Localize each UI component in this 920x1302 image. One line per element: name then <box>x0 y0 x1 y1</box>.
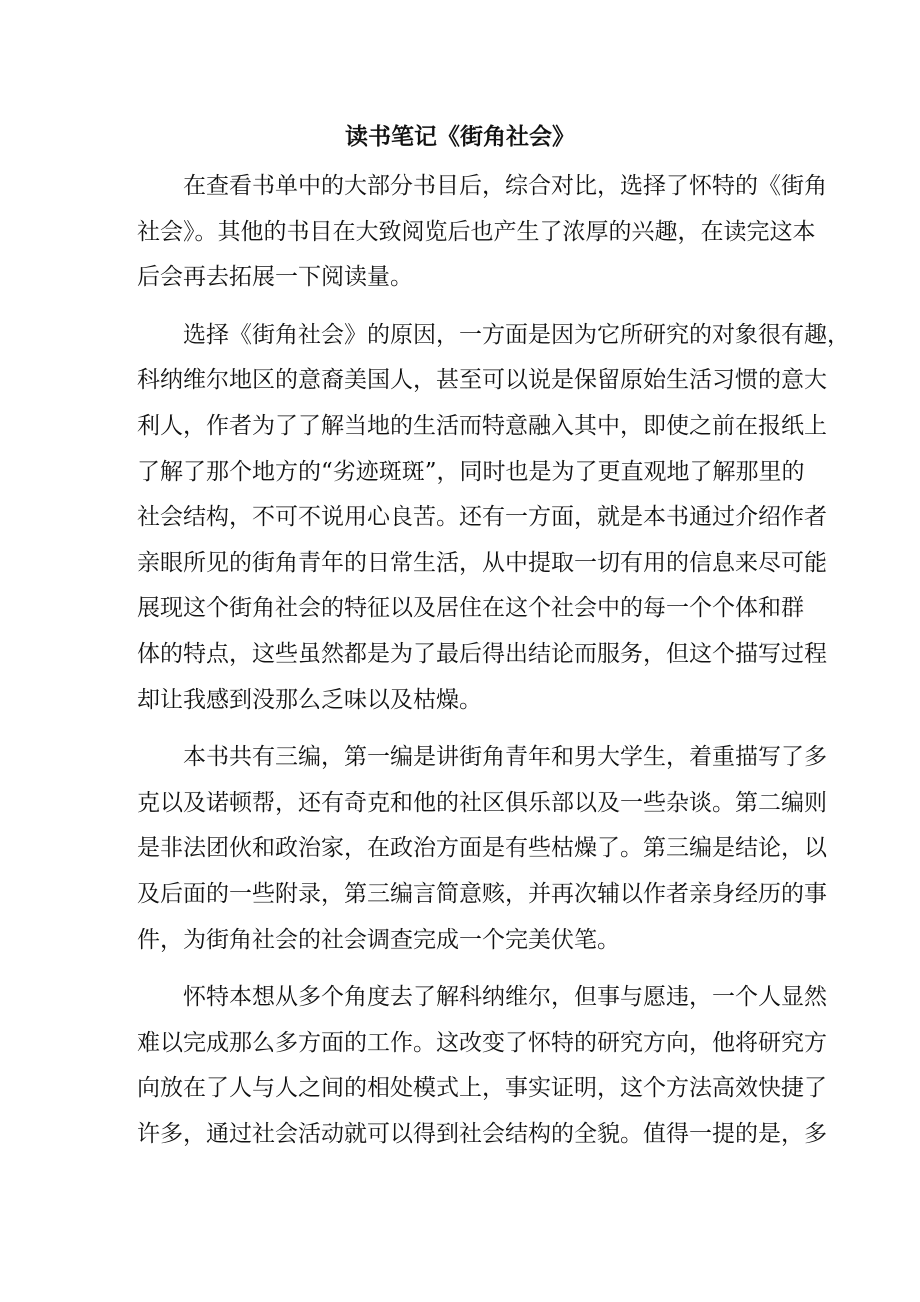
text-line: 了解了那个地方的“劣迹斑斑”，同时也是为了更直观地了解那里的 <box>137 458 805 485</box>
paragraph-spacer <box>137 301 787 313</box>
text-line: 及后面的一些附录，第三编言简意赅，并再次辅以作者亲身经历的事 <box>137 880 827 907</box>
text-line: 却让我感到没那么乏味以及枯燥。 <box>137 686 482 713</box>
text-line: 社会结构，不可不说用心良苦。还有一方面，就是本书通过介绍作者 <box>137 504 827 531</box>
text-line: 克以及诺顿帮，还有奇克和他的社区俱乐部以及一些杂谈。第二编则 <box>137 789 827 816</box>
text-line: 在查看书单中的大部分书目后，综合对比，选择了怀特的《街角 <box>183 173 827 199</box>
text-line: 利人，作者为了了解当地的生活而特意融入其中，即使之前在报纸上 <box>137 412 827 439</box>
text-line: 社会》。其他的书目在大致阅览后也产生了浓厚的兴趣，在读完这本 <box>137 218 816 245</box>
paragraph-spacer <box>137 963 787 975</box>
text-line: 后会再去拓展一下阅读量。 <box>137 264 413 291</box>
paragraph-3 <box>137 735 827 963</box>
paragraph-1 <box>137 164 827 301</box>
document-body <box>137 164 850 1157</box>
text-line: 许多，通过社会活动就可以得到社会结构的全貌。值得一提的是，多 <box>137 1120 827 1147</box>
paragraph-spacer <box>137 723 787 735</box>
paragraph-4 <box>137 975 827 1157</box>
text-line: 是非法团伙和政治家，在政治方面是有些枯燥了。第三编是结论，以 <box>137 835 827 862</box>
document-title: 读书笔记《街角社会》 <box>345 123 575 150</box>
text-line: 亲眼所见的街角青年的日常生活，从中提取一切有用的信息来尽可能 <box>137 549 827 576</box>
text-line: 科纳维尔地区的意裔美国人，甚至可以说是保留原始生活习惯的意大 <box>137 367 827 394</box>
paragraph-2 <box>137 313 850 723</box>
text-line: 怀特本想从多个角度去了解科纳维尔，但事与愿违，一个人显然 <box>183 984 827 1011</box>
text-line: 体的特点，这些虽然都是为了最后得出结论而服务，但这个描写过程 <box>137 640 827 667</box>
text-line: 件，为街角社会的社会调查完成一个完美伏笔。 <box>137 926 620 953</box>
text-line: 展现这个街角社会的特征以及居住在这个社会中的每一个个体和群 <box>137 595 804 622</box>
text-line: 选择《街角社会》的原因，一方面是因为它所研究的对象很有趣， <box>183 321 850 348</box>
text-line: 向放在了人与人之间的相处模式上，事实证明，这个方法高效快捷了 <box>137 1075 827 1102</box>
text-line: 本书共有三编，第一编是讲街角青年和男大学生，着重描写了多 <box>183 744 827 771</box>
text-line: 难以完成那么多方面的工作。这改变了怀特的研究方向，他将研究方 <box>137 1029 827 1056</box>
